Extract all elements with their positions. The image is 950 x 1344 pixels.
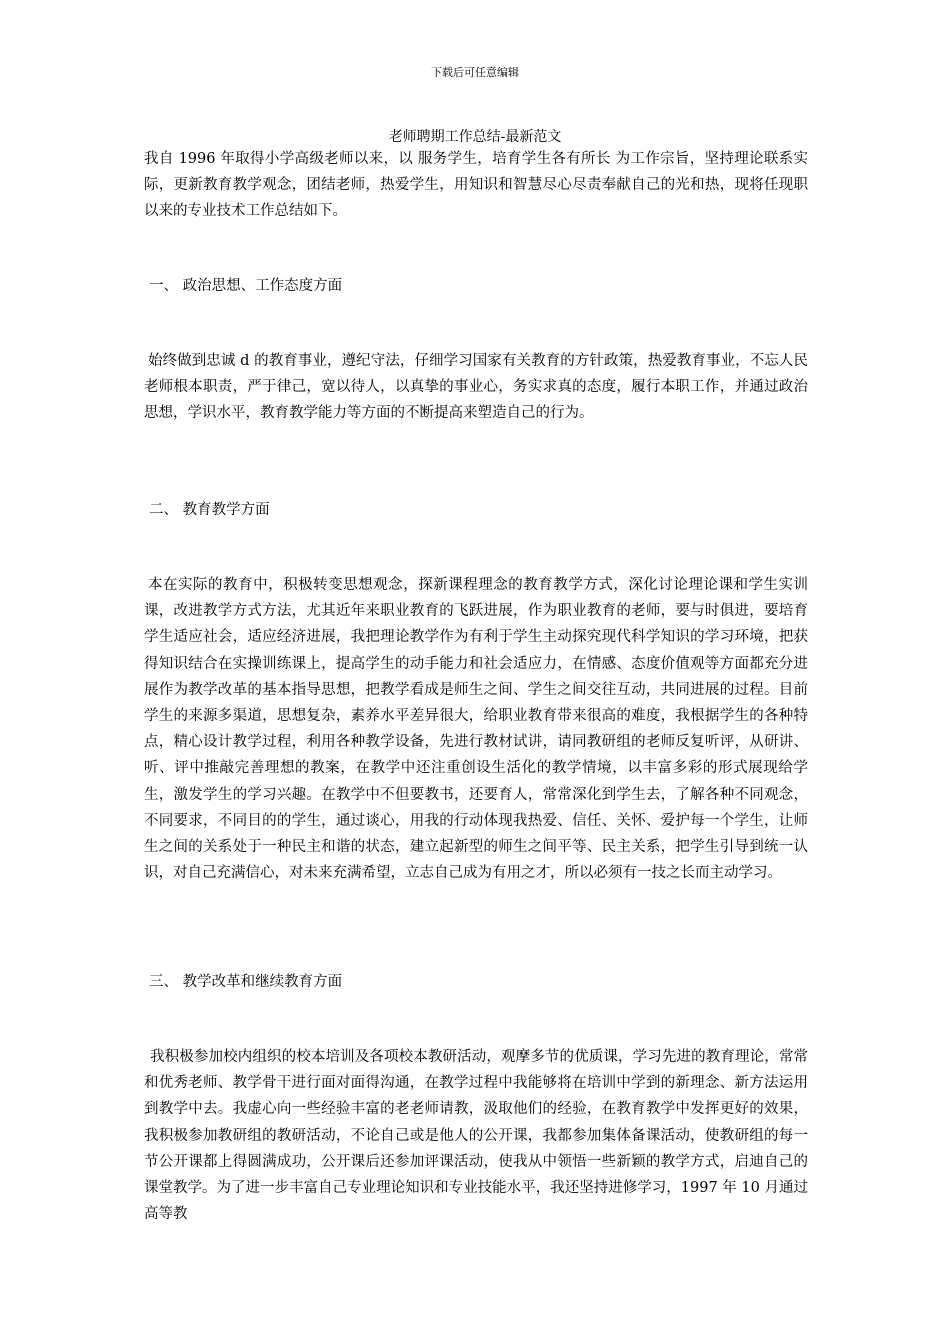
page-title: 老师聘期工作总结-最新范文 — [388, 129, 562, 145]
section-body-teaching: 本在实际的教育中，积极转变思想观念，探新课程理念的教育教学方式，深化讨论理论课和学生实训课，改进教学方式方法，尤其近年来职业教育的飞跃进展，作为职业教育的老师，要与时俱进，要培育学生适应社会，适应经济进展，我把理论教学作为有利于学生主动探究现代科学知识的学习环境，把获得知识结合在实操训练课上，提高学生的动手能力和社会适应力，在情感、态度价值观等方面都充分进展作为教学改革的基本指导思想，把教学看成是师生之间、学生之间交往互动，共同进展的过程。目前学生的来源多渠道，思想复杂，素养水平差异很大，给职业教育带来很高的难度，我根据学生的各种特点，精心设计教学过程，利用各种教学设备，先进行教材试讲，请同教研组的老师反复听评，从研讲、听、评中推敲完善理想的教案，在教学中还注重创设生活化的教学情境，以丰富多彩的形式展现给学生，激发学生的学习兴趣。在教学中不但要教书，还要育人，常常深化到学生去，了解各种不同观念，不同要求，不同目的的学生，通过谈心，用我的行动体现我热爱、信任、关怀、爱护每一个学生，让师生之间的关系处于一种民主和谐的状态，建立起新型的师生之间平等、民主关系，把学生引导到统一认识，对自己充满信心，对未来充满希望，立志自己成为有用之才，所以必须有一技之长而主动学习。 — [144, 577, 808, 882]
section-heading-politics: 一、 政治思想、工作态度方面 — [149, 278, 343, 294]
intro-paragraph: 我自 1996 年取得小学高级老师以来，以 服务学生，培育学生各有所长 为工作宗旨，坚持理论联系实际，更新教育教学观念，团结老师，热爱学生，用知识和智慧尽心尽责奉献自己的光和热，现将任现职以来的专业技术工作总结如下。 — [144, 151, 808, 220]
page-header-note: 下载后可任意编辑 — [431, 66, 519, 79]
section-body-reform: 我积极参加校内组织的校本培训及各项校本教研活动，观摩多节的优质课，学习先进的教育理论，常常和优秀老师、教学骨干进行面对面得沟通，在教学过程中我能够将在培训中学到的新理念、新方法运用到教学中去。我虚心向一些经验丰富的老老师请教，汲取他们的经验，在教育教学中发挥更好的效果，我积极参加教研组的教研活动，不论自己或是他人的公开课，我都参加集体备课活动，使教研组的每一节公开课都上得圆满成功，公开课后还参加评课活动，使我从中领悟一些新颖的教学方式，启迪自己的课堂教学。为了进一步丰富自己专业理论知识和专业技能水平，我还坚持进修学习，1997 年 10 月通过高等教 — [144, 1049, 808, 1223]
section-heading-teaching: 二、 教育教学方面 — [149, 502, 270, 518]
section-body-politics: 始终做到忠诚 d 的教育事业，遵纪守法，仔细学习国家有关教育的方针政策，热爱教育事业，不忘人民老师根本职责，严于律己，宽以待人，以真挚的事业心，务实求真的态度，履行本职工作，并通过政治思想，学识水平，教育教学能力等方面的不断提高来塑造自己的行为。 — [144, 353, 808, 422]
section-heading-reform: 三、 教学改革和继续教育方面 — [149, 974, 343, 990]
